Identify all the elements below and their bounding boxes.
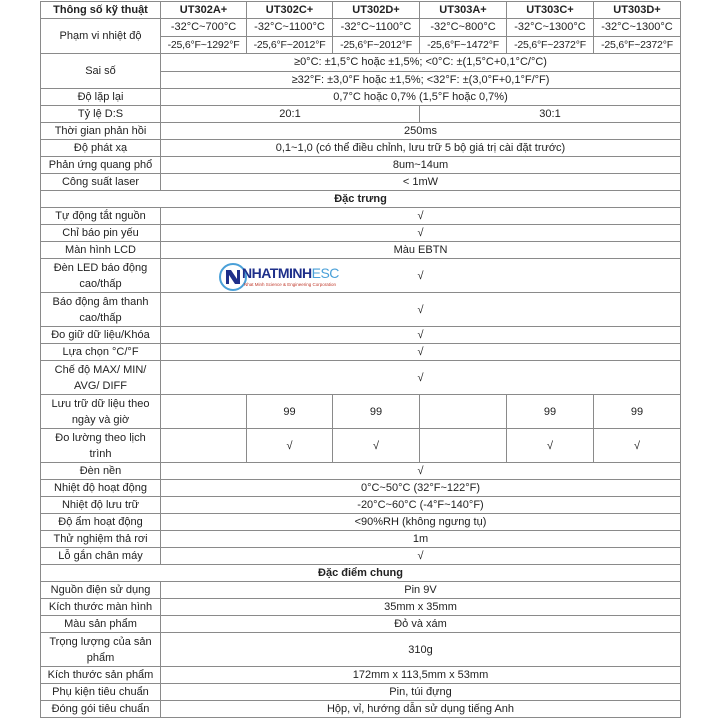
section-title: Đặc điểm chung bbox=[41, 565, 681, 582]
row-label: Trọng lượng của sản phẩm bbox=[41, 633, 161, 667]
row-value: < 1mW bbox=[161, 174, 681, 191]
range-f-cell: -25,6°F~2372°F bbox=[507, 36, 594, 54]
header-model: UT302D+ bbox=[333, 2, 420, 19]
table-row bbox=[41, 242, 681, 259]
storage-cell: 99 bbox=[594, 395, 681, 429]
table-row bbox=[41, 225, 681, 242]
row-label: Màu sản phẩm bbox=[41, 616, 161, 633]
header-model: UT302A+ bbox=[161, 2, 247, 19]
header-model: UT303A+ bbox=[420, 2, 507, 19]
logo-brand-accent: ESC bbox=[311, 265, 339, 281]
row-label: Nhiệt độ hoạt động bbox=[41, 480, 161, 497]
row-label: Chế độ MAX/ MIN/ AVG/ DIFF bbox=[41, 361, 161, 395]
range-f-cell: -25,6°F~1472°F bbox=[420, 36, 507, 54]
table-row bbox=[41, 174, 681, 191]
range-c-cell: -32°C~1300°C bbox=[594, 19, 681, 37]
section-row bbox=[41, 191, 681, 208]
storage-cell: 99 bbox=[333, 395, 420, 429]
header-model: UT303C+ bbox=[507, 2, 594, 19]
history-cell bbox=[420, 429, 507, 463]
table-row bbox=[41, 548, 681, 565]
table-row bbox=[41, 395, 681, 429]
accuracy-celsius: ≥0°C: ±1,5°C hoặc ±1,5%; <0°C: ±(1,5°C+0,1°C/°C) bbox=[161, 54, 681, 72]
row-label: Lỗ gắn chân máy bbox=[41, 548, 161, 565]
row-value: 8um~14um bbox=[161, 157, 681, 174]
spec-table bbox=[40, 1, 681, 718]
table-row bbox=[41, 616, 681, 633]
table-row bbox=[41, 259, 681, 293]
storage-cell: 99 bbox=[247, 395, 333, 429]
range-f-cell: -25,6°F~2012°F bbox=[333, 36, 420, 54]
row-value: Màu EBTN bbox=[161, 242, 681, 259]
row-label: Đèn nền bbox=[41, 463, 161, 480]
row-label: Phạm vi nhiệt độ bbox=[41, 19, 161, 54]
table-row bbox=[41, 582, 681, 599]
storage-cell bbox=[420, 395, 507, 429]
history-cell bbox=[161, 429, 247, 463]
row-label: Lưu trữ dữ liệu theo ngày và giờ bbox=[41, 395, 161, 429]
row-value: 0,1~1,0 (có thể điều chỉnh, lưu trữ 5 bộ giá trị cài đặt trước) bbox=[161, 140, 681, 157]
row-label: Kích thước sản phẩm bbox=[41, 667, 161, 684]
header-model: UT303D+ bbox=[594, 2, 681, 19]
range-f-cell: -25,6°F~2372°F bbox=[594, 36, 681, 54]
range-c-cell: -32°C~700°C bbox=[161, 19, 247, 37]
row-label: Tỷ lệ D:S bbox=[41, 106, 161, 123]
table-row bbox=[41, 344, 681, 361]
table-row bbox=[41, 293, 681, 327]
row-label: Độ ẩm hoạt động bbox=[41, 514, 161, 531]
range-c-cell: -32°C~1100°C bbox=[247, 19, 333, 37]
table-row bbox=[41, 701, 681, 718]
row-label: Phản ứng quang phổ bbox=[41, 157, 161, 174]
row-value: -20°C~60°C (-4°F~140°F) bbox=[161, 497, 681, 514]
accuracy-fahrenheit: ≥32°F: ±3,0°F hoặc ±1,5%; <32°F: ±(3,0°F+0,1°F/°F) bbox=[161, 71, 681, 89]
row-label: Báo động âm thanh cao/thấp bbox=[41, 293, 161, 327]
row-label: Độ phát xạ bbox=[41, 140, 161, 157]
row-label: Đóng gói tiêu chuẩn bbox=[41, 701, 161, 718]
check-mark: √ bbox=[161, 463, 681, 480]
storage-cell bbox=[161, 395, 247, 429]
history-cell: √ bbox=[507, 429, 594, 463]
check-mark: √ bbox=[161, 225, 681, 242]
table-row bbox=[41, 54, 681, 72]
table-row bbox=[41, 684, 681, 701]
range-f-cell: -25,6°F~1292°F bbox=[161, 36, 247, 54]
table-row bbox=[41, 463, 681, 480]
row-label: Thời gian phản hồi bbox=[41, 123, 161, 140]
check-mark: √ bbox=[161, 361, 681, 395]
check-mark: √ bbox=[161, 548, 681, 565]
range-c-cell: -32°C~1300°C bbox=[507, 19, 594, 37]
row-label: Nguồn điện sử dụng bbox=[41, 582, 161, 599]
ds-value-ut302: 20:1 bbox=[161, 106, 420, 123]
table-row bbox=[41, 140, 681, 157]
row-value: 0,7°C hoặc 0,7% (1,5°F hoặc 0,7%) bbox=[161, 89, 681, 106]
table-row bbox=[41, 429, 681, 463]
table-row bbox=[41, 208, 681, 225]
table-row bbox=[41, 531, 681, 548]
row-label: Tự động tắt nguồn bbox=[41, 208, 161, 225]
table-row bbox=[41, 480, 681, 497]
check-mark: √ bbox=[161, 208, 681, 225]
range-f-cell: -25,6°F~2012°F bbox=[247, 36, 333, 54]
row-value: 0°C~50°C (32°F~122°F) bbox=[161, 480, 681, 497]
row-value: 172mm x 113,5mm x 53mm bbox=[161, 667, 681, 684]
row-value: <90%RH (không ngưng tụ) bbox=[161, 514, 681, 531]
check-mark: √ bbox=[161, 327, 681, 344]
table-row bbox=[41, 106, 681, 123]
section-row bbox=[41, 565, 681, 582]
row-value: Đỏ và xám bbox=[161, 616, 681, 633]
table-row bbox=[41, 123, 681, 140]
logo-tagline: Nhat Minh Science & Engineering Corporation bbox=[244, 282, 337, 287]
row-value: Pin, túi đựng bbox=[161, 684, 681, 701]
table-row bbox=[41, 361, 681, 395]
table-row bbox=[41, 633, 681, 667]
check-mark: √ bbox=[161, 259, 681, 293]
row-label: Lựa chọn °C/°F bbox=[41, 344, 161, 361]
history-cell: √ bbox=[333, 429, 420, 463]
row-value: Pin 9V bbox=[161, 582, 681, 599]
row-label: Chỉ báo pin yếu bbox=[41, 225, 161, 242]
row-label: Đèn LED báo động cao/thấp bbox=[41, 259, 161, 293]
row-label: Kích thước màn hình bbox=[41, 599, 161, 616]
table-row bbox=[41, 599, 681, 616]
watermark-logo bbox=[218, 262, 338, 294]
range-c-cell: -32°C~800°C bbox=[420, 19, 507, 37]
range-c-cell: -32°C~1100°C bbox=[333, 19, 420, 37]
row-label: Màn hình LCD bbox=[41, 242, 161, 259]
row-label: Sai số bbox=[41, 54, 161, 89]
row-label: Thử nghiệm thả rơi bbox=[41, 531, 161, 548]
table-row bbox=[41, 667, 681, 684]
table-row bbox=[41, 514, 681, 531]
row-label: Độ lặp lại bbox=[41, 89, 161, 106]
logo-brand-main: NHATMINH bbox=[242, 265, 312, 281]
row-value: 1m bbox=[161, 531, 681, 548]
header-spec: Thông số kỹ thuật bbox=[41, 2, 161, 19]
table-row bbox=[41, 89, 681, 106]
row-value: Hộp, vỉ, hướng dẫn sử dụng tiếng Anh bbox=[161, 701, 681, 718]
history-cell: √ bbox=[594, 429, 681, 463]
row-value: 310g bbox=[161, 633, 681, 667]
row-label: Công suất laser bbox=[41, 174, 161, 191]
header-row bbox=[41, 2, 681, 19]
row-label: Đo lường theo lịch trình bbox=[41, 429, 161, 463]
table-row bbox=[41, 157, 681, 174]
history-cell: √ bbox=[247, 429, 333, 463]
section-title: Đặc trưng bbox=[41, 191, 681, 208]
row-label: Phụ kiện tiêu chuẩn bbox=[41, 684, 161, 701]
row-label: Nhiệt độ lưu trữ bbox=[41, 497, 161, 514]
row-value: 35mm x 35mm bbox=[161, 599, 681, 616]
logo-brand bbox=[242, 265, 339, 281]
row-value: 250ms bbox=[161, 123, 681, 140]
row-label: Đo giữ dữ liệu/Khóa bbox=[41, 327, 161, 344]
check-mark: √ bbox=[161, 344, 681, 361]
table-row bbox=[41, 19, 681, 37]
table-row bbox=[41, 497, 681, 514]
storage-cell: 99 bbox=[507, 395, 594, 429]
header-model: UT302C+ bbox=[247, 2, 333, 19]
ds-value-ut303: 30:1 bbox=[420, 106, 681, 123]
check-mark: √ bbox=[161, 293, 681, 327]
table-row bbox=[41, 327, 681, 344]
